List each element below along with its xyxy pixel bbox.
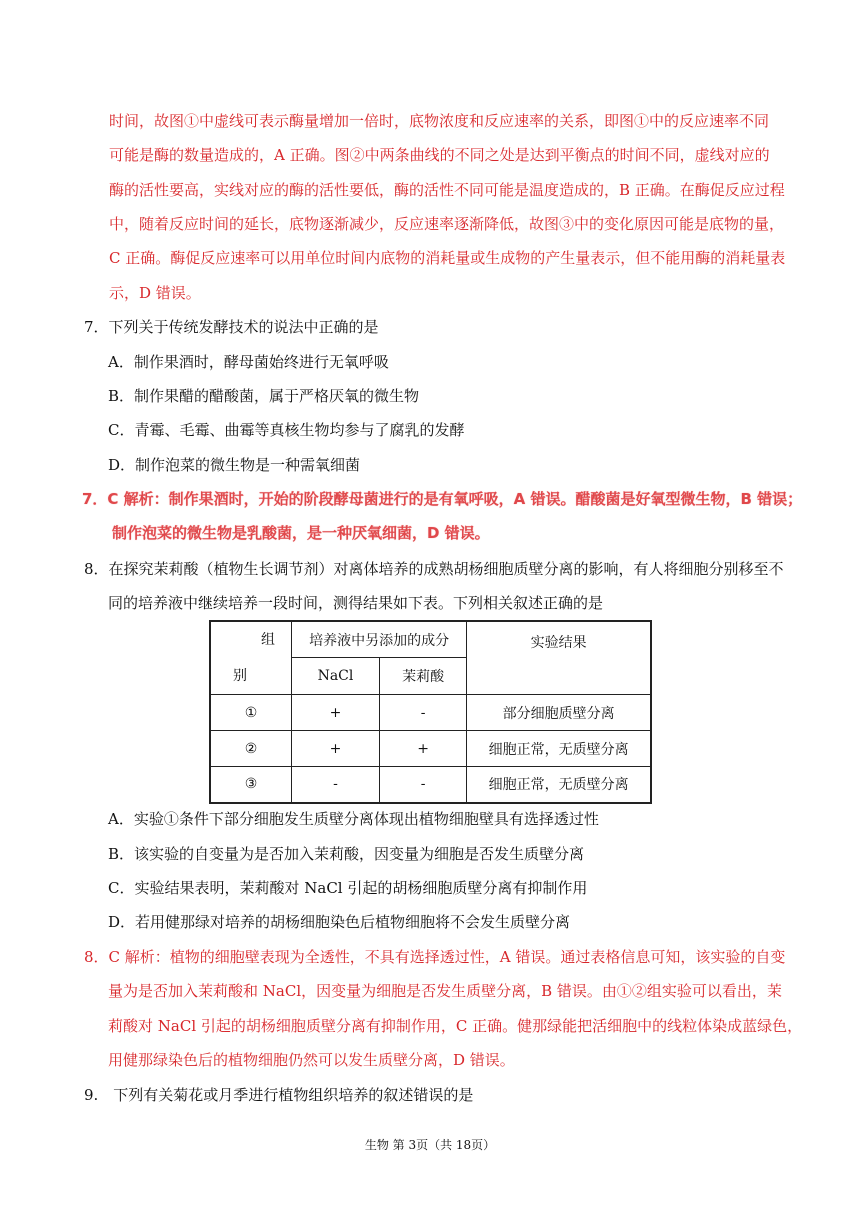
question-7-option-c: C．青霉、毛霉、曲霉等真核生物均参与了腐乳的发酵 — [108, 421, 465, 439]
result-cell: 细胞正常，无质壁分离 — [467, 767, 651, 803]
question-9-stem: 9. 下列有关菊花或月季进行植物组织培养的叙述错误的是 — [84, 1086, 474, 1104]
question-8-answer: 8．C 解析：植物的细胞壁表现为全透性，不具有选择透过性，A 错误。通过表格信息可知，该实验的自变 — [84, 948, 786, 966]
explanation-line: 可能是酶的数量造成的，A 正确。图②中两条曲线的不同之处是达到平衡点的时间不同，虚线对应的 — [109, 146, 770, 164]
question-7-option-a: A．制作果酒时，酵母菌始终进行无氧呼吸 — [108, 353, 389, 371]
question-8-option-b: B．该实验的自变量为是否加入茉莉酸，因变量为细胞是否发生质壁分离 — [108, 845, 585, 863]
question-7-stem: 7．下列关于传统发酵技术的说法中正确的是 — [84, 318, 379, 336]
group-id: ② — [210, 731, 292, 767]
explanation-line: 酶的活性要高，实线对应的酶的活性要低，酶的活性不同可能是温度造成的，B 正确。在酶促反应过程 — [109, 181, 785, 199]
added-component-header: 培养液中另添加的成分 — [292, 621, 467, 658]
result-header: 实验结果 — [467, 621, 651, 695]
nacl-cell: + — [292, 731, 380, 767]
experiment-table — [209, 620, 652, 804]
group-header-bottom: 别 — [233, 668, 247, 684]
question-8-option-c: C．实验结果表明，茉莉酸对 NaCl 引起的胡杨细胞质壁分离有抑制作用 — [108, 879, 588, 897]
page-footer: 生物 第 3页（共 18页） — [364, 1138, 496, 1152]
question-7-option-b: B．制作果醋的醋酸菌，属于严格厌氧的微生物 — [108, 387, 420, 405]
explanation-line: 时间，故图①中虚线可表示酶量增加一倍时，底物浓度和反应速率的关系，即图①中的反应速率不同 — [109, 112, 770, 130]
explanation-line: 示，D 错误。 — [109, 284, 201, 302]
table-row — [210, 731, 651, 767]
question-8-option-a: A．实验①条件下部分细胞发生质壁分离体现出植物细胞壁具有选择透过性 — [108, 810, 599, 828]
result-cell: 细胞正常，无质壁分离 — [467, 731, 651, 767]
question-8-answer: 用健那绿染色后的植物细胞仍然可以发生质壁分离，D 错误。 — [108, 1051, 515, 1069]
nacl-cell: + — [292, 695, 380, 731]
jasmonic-acid-cell: - — [379, 695, 466, 731]
nacl-cell: - — [292, 767, 380, 803]
explanation-line: 中，随着反应时间的延长，底物逐渐减少，反应速率逐渐降低，故图③中的变化原因可能是底物的量， — [109, 215, 785, 233]
result-cell: 部分细胞质壁分离 — [467, 695, 651, 731]
group-header-top: 组 — [261, 632, 276, 648]
jasmonic-acid-cell: - — [379, 767, 466, 803]
jasmonic-acid-cell: + — [379, 731, 466, 767]
question-7-answer: 制作泡菜的微生物是乳酸菌，是一种厌氧细菌，D 错误。 — [112, 524, 490, 542]
jasmonic-acid-header: 茉莉酸 — [379, 658, 466, 695]
table-row — [210, 767, 651, 803]
group-id: ① — [210, 695, 292, 731]
explanation-line: C 正确。酶促反应速率可以用单位时间内底物的消耗量或生成物的产生量表示，但不能用酶的消耗量表 — [109, 249, 786, 267]
table-row — [210, 695, 651, 731]
question-8-answer: 量为是否加入茉莉酸和 NaCl，因变量为细胞是否发生质壁分离，B 错误。由①②组实验可以看出，茉 — [108, 982, 782, 1000]
question-7-answer: 7．C 解析：制作果酒时，开始的阶段酵母菌进行的是有氧呼吸，A 错误。醋酸菌是好氧型微生物，B 错误； — [82, 490, 803, 508]
group-id: ③ — [210, 767, 292, 803]
question-8-option-d: D．若用健那绿对培养的胡杨细胞染色后植物细胞将不会发生质壁分离 — [108, 913, 571, 931]
nacl-header: NaCl — [292, 658, 380, 695]
question-8-answer: 莉酸对 NaCl 引起的胡杨细胞质壁分离有抑制作用，C 正确。健那绿能把活细胞中的线粒体染成蓝绿色， — [108, 1017, 803, 1035]
question-8-stem: 8．在探究茉莉酸（植物生长调节剂）对离体培养的成熟胡杨细胞质壁分离的影响，有人将细胞分别移至不 — [84, 560, 784, 578]
question-8-stem: 同的培养液中继续培养一段时间，测得结果如下表。下列相关叙述正确的是 — [108, 594, 604, 612]
group-header — [210, 621, 292, 695]
question-7-option-d: D．制作泡菜的微生物是一种需氧细菌 — [108, 456, 361, 474]
